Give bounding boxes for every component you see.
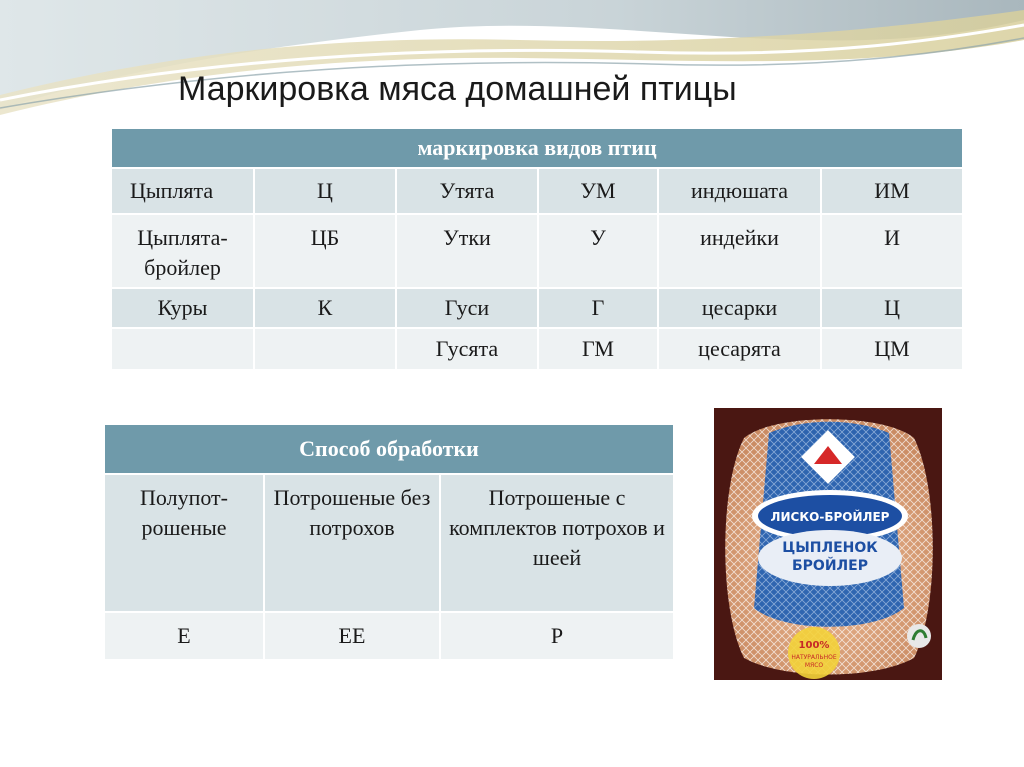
package-badge-line2: НАТУРАЛЬНОЕ: [791, 654, 837, 661]
package-brand-text: ЛИСКО-БРОЙЛЕР: [770, 510, 890, 524]
package-badge-line1: 100%: [798, 640, 830, 651]
table-cell: ИМ: [821, 168, 963, 214]
table-cell: ЕЕ: [264, 612, 440, 660]
package-product-line2: БРОЙЛЕР: [791, 558, 869, 574]
table-cell: индейки: [658, 214, 821, 288]
species-marking-table: [110, 127, 964, 371]
table-cell: Потрошеные с комплектов потрохов и шеей: [440, 474, 674, 612]
table-cell: [111, 328, 254, 370]
table-cell: Утята: [396, 168, 538, 214]
table-cell: У: [538, 214, 658, 288]
table-cell: [254, 328, 396, 370]
species-table-header: маркировка видов птиц: [111, 128, 963, 168]
slide-title: Маркировка мяса домашней птицы: [178, 70, 737, 108]
table-cell: Цыплята-бройлер: [111, 214, 254, 288]
table-cell: Ц: [821, 288, 963, 328]
table-cell: Е: [104, 612, 264, 660]
table-cell: индюшата: [658, 168, 821, 214]
table-row: [111, 328, 963, 370]
table-cell: К: [254, 288, 396, 328]
table-cell: Гуси: [396, 288, 538, 328]
table-cell: ГМ: [538, 328, 658, 370]
header-wave-decoration: [0, 0, 1024, 130]
table-cell: И: [821, 214, 963, 288]
processing-table-header: Способ обработки: [104, 424, 674, 474]
processing-method-table: [103, 423, 675, 661]
table-cell: ЦБ: [254, 214, 396, 288]
table-cell: Гусята: [396, 328, 538, 370]
table-cell: Г: [538, 288, 658, 328]
table-row: [111, 168, 963, 214]
table-cell: цесарята: [658, 328, 821, 370]
table-row: [111, 288, 963, 328]
table-cell: Полупот-рошеные: [104, 474, 264, 612]
table-row: [104, 474, 674, 612]
table-cell: ЦМ: [821, 328, 963, 370]
table-row: [104, 612, 674, 660]
table-row: [111, 214, 963, 288]
package-product-line1: ЦЫПЛЕНОК: [782, 540, 878, 556]
table-cell: Куры: [111, 288, 254, 328]
table-cell: Утки: [396, 214, 538, 288]
chicken-package-photo: [714, 408, 942, 680]
table-cell: цесарки: [658, 288, 821, 328]
package-badge-line3: МЯСО: [804, 662, 824, 669]
table-cell: Р: [440, 612, 674, 660]
table-cell: Ц: [254, 168, 396, 214]
table-cell: Потрошеные без потрохов: [264, 474, 440, 612]
table-cell: УМ: [538, 168, 658, 214]
table-cell: Цыплята: [111, 168, 254, 214]
